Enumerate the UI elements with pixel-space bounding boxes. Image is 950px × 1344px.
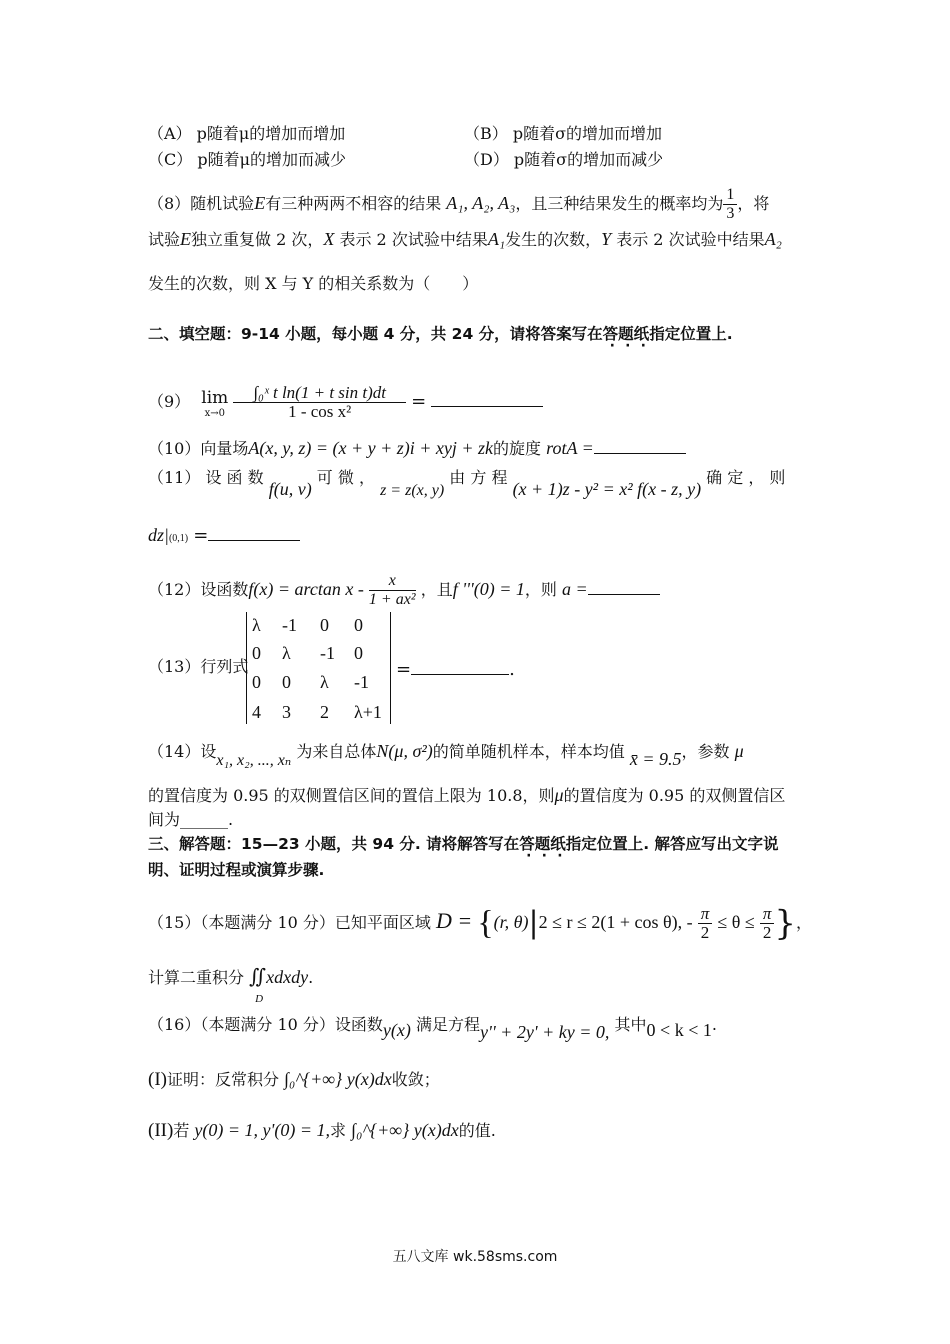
question-14-line1: （14）设x₁, x₂, ..., xₙ 为来自总体N(μ, σ²)的简单随机样本，样本均值 x̄ = 9.5，参数 μ: [148, 741, 744, 769]
question-13-label: （13）行列式: [148, 657, 249, 676]
answer-blank-13[interactable]: [411, 658, 509, 675]
question-9: （9） lim x→0 $\frac{\text{∫₀ˣ t ln(1 + t sin t)dt}}{\text{1 - cos x²}}$ =: [148, 384, 543, 421]
question-12: （12）设函数f(x) = arctan x - $\frac{x}{\text{1 + ax²}}$ ，且f '''(0) = 1，则 a =: [148, 572, 660, 609]
section-2-heading: 二、填空题：9-14 小题，每小题 4 分，共 24 分，请将答案写在答题纸指定位置上.: [148, 325, 733, 343]
question-10: （10）向量场A(x, y, z) = (x + y + z)i + xyj + zk的旋度 rotA =: [148, 437, 686, 460]
det-cell: λ: [320, 672, 329, 692]
fraction-one-third: $\frac{1}{3}$: [723, 186, 737, 223]
det-cell: λ: [252, 615, 261, 635]
det-cell: λ+1: [354, 702, 382, 722]
question-11-line2: dz|(0,1) =: [148, 524, 300, 550]
question-14-line2: 的置信度为 0.95 的双侧置信区间的置信上限为 10.8，则μ的置信度为 0.95 的双侧置信区: [148, 785, 786, 805]
question-8-line1: （8）随机试验E有三种两两不相容的结果 A₁, A₂, A₃，且三种结果发生的概率均为 $\frac{1}{3}$ ，将: [148, 186, 770, 222]
det-cell: 0: [252, 672, 261, 692]
det-cell: 2: [320, 702, 329, 722]
det-cell: -1: [282, 615, 297, 635]
question-14-line3: 间为______.: [148, 810, 234, 829]
det-cell: 3: [282, 702, 291, 722]
limit-fraction: $\frac{\text{∫₀ˣ t ln(1 + t sin t)dt}}{\text{1 - cos x²}}$: [233, 384, 406, 421]
question-15-line1: （15）（本题满分 10 分）已知平面区域 D = {(r, θ)|2 ≤ r ≤ 2(1 + cos θ), - $\frac{\pi}{2}$ ≤ θ ≤ $\frac{\pi}{2}$ }，: [148, 903, 813, 944]
det-cell: 0: [252, 643, 261, 663]
det-cell: 0: [354, 615, 363, 635]
var-E: E: [254, 193, 266, 213]
section-3-heading-line2: 明、证明过程或演算步骤.: [148, 861, 325, 879]
question-16-part2: (II)若 y(0) = 1, y'(0) = 1,求 ∫₀^{+∞} y(x)dx的值.: [148, 1120, 496, 1141]
option-d: （D） p随着σ的增加而减少: [464, 150, 664, 169]
det-cell: 4: [252, 702, 261, 722]
det-cell: -1: [354, 672, 369, 692]
det-cell: 0: [282, 672, 291, 692]
question-8-line3: 发生的次数，则 X 与 Y 的相关系数为（ ）: [148, 274, 479, 293]
question-16-line1: （16）（本题满分 10 分）设函数y(x) 满足方程y'' + 2y' + ky = 0, 其中0 < k < 1.: [148, 1015, 717, 1042]
answer-blank-10[interactable]: [594, 437, 686, 454]
answer-blank-12[interactable]: [588, 578, 660, 595]
question-16-part1: (I)证明：反常积分 ∫₀^{+∞} y(x)dx收敛；: [148, 1069, 440, 1090]
det-cell: 0: [354, 643, 363, 663]
question-15-line2: 计算二重积分 ∬ D xdxdy.: [148, 966, 314, 1005]
question-8-line2: 试验E独立重复做 2 次，X 表示 2 次试验中结果A₁发生的次数，Y 表示 2 次试验中结果A₂: [148, 229, 782, 249]
answer-blank-11[interactable]: [208, 524, 300, 541]
question-11-line1: （11） 设 函 数 f(u, v) 可 微 ， z = z(x, y) 由 方 程 (x + 1)z - y² = x² f(x - z, y) 确 定 ， 则: [148, 468, 786, 499]
det-cell: -1: [320, 643, 335, 663]
det-cell: 0: [320, 615, 329, 635]
option-b: （B） p随着σ的增加而增加: [464, 124, 663, 143]
det-cell: λ: [282, 643, 291, 663]
option-a: （A） p随着μ的增加而增加: [148, 124, 346, 143]
det-equals: = .: [396, 659, 515, 680]
answer-blank-9[interactable]: [431, 390, 543, 407]
footer-watermark: 五八文库 wk.58sms.com: [392, 1249, 558, 1265]
option-c: （C） p随着μ的增加而减少: [148, 150, 346, 169]
section-3-heading: 三、解答题：15—23 小题，共 94 分. 请将解答写在答题纸指定位置上. 解答应写出文字说: [148, 835, 779, 853]
